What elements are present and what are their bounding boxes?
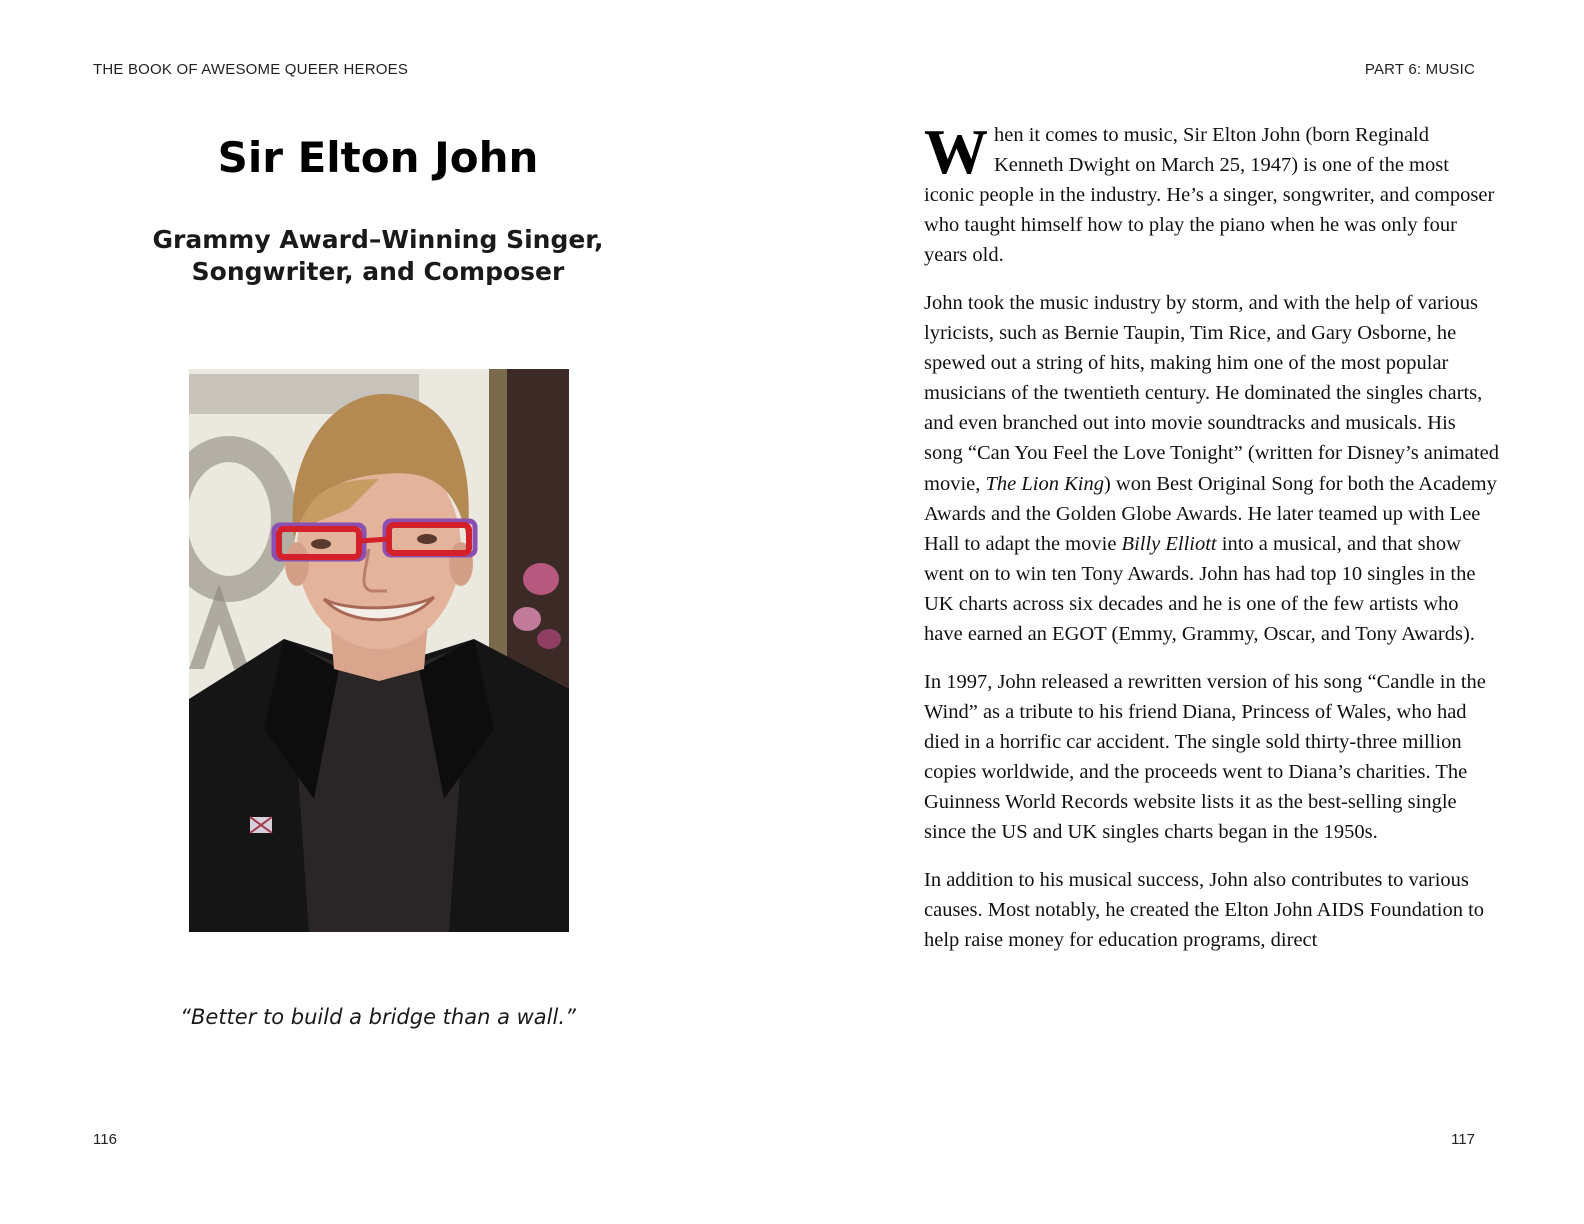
paragraph-career-text-2: ) won Best Original Song for both the Academy Awards and the Golden Globe Awards. He later teamed up with Lee Hall to adapt the movie [924,472,1497,555]
portrait-photo [189,369,569,932]
hero-subtitle [93,224,663,288]
paragraph-intro-text: hen it comes to music, Sir Elton John (born Reginald Kenneth Dwight on March 25, 1947) is one of the most iconic people in the industry. He’s a singer, songwriter, and composer who taught himself how to play the piano when he was only four years old. [924,124,1495,267]
hero-quote: “Better to build a bridge than a wall.” [180,1005,576,1029]
page-number-right: 117 [1451,1131,1475,1148]
paragraph-causes: In addition to his musical success, John also contributes to various causes. Most notably, he created the Elton John AIDS Foundation to help raise money for education programs, direct [924,868,1485,951]
paragraph-career [924,288,1499,649]
running-head-part-title: PART 6: MUSIC [1364,61,1475,78]
movie-title-lion-king: The Lion King [985,472,1104,495]
movie-title-billy-elliott: Billy Elliott [1121,532,1217,555]
paragraph-candle-in-the-wind: In 1997, John released a rewritten version of his song “Candle in the Wind” as a tribute to his friend Diana, Princess of Wales, who had died in a horrific car accident. The single sold thirty-three million copies worldwide, and the proceeds went to Diana’s charities. The Guinness World Records website lists it as the best-selling single since the US and UK singles charts began in the 1950s. [924,670,1486,844]
paragraph-intro [924,116,1499,270]
body-text [924,116,1499,972]
hero-subtitle-line-2: Songwriter, and Composer [191,257,565,286]
page-number-left: 116 [93,1131,117,1148]
hero-name-title: Sir Elton John [217,133,539,182]
paragraph-career-text-1: John took the music industry by storm, and with the help of various lyricists, such as Bernie Taupin, Tim Rice, and Gary Osborne, he spewed out a string of hits, making him one of the most popular musicians of the twentieth century. He dominated the singles charts, and even branched out into movie soundtracks and musicals. His song “Can You Feel the Love Tonight” (written for Disney’s animated movie, [924,291,1499,495]
hero-subtitle-line-1: Grammy Award–Winning Singer, [152,225,604,254]
portrait-illustration [189,369,569,932]
drop-cap: W [924,116,988,187]
running-head-book-title: THE BOOK OF AWESOME QUEER HEROES [93,61,409,78]
paragraph-career-text-3: into a musical, and that show went on to win ten Tony Awards. John has had top 10 singles in the UK charts across six decades and he is one of the few artists who have earned an EGOT (Emmy, Grammy, Oscar, and Tony Awards). [924,532,1476,645]
